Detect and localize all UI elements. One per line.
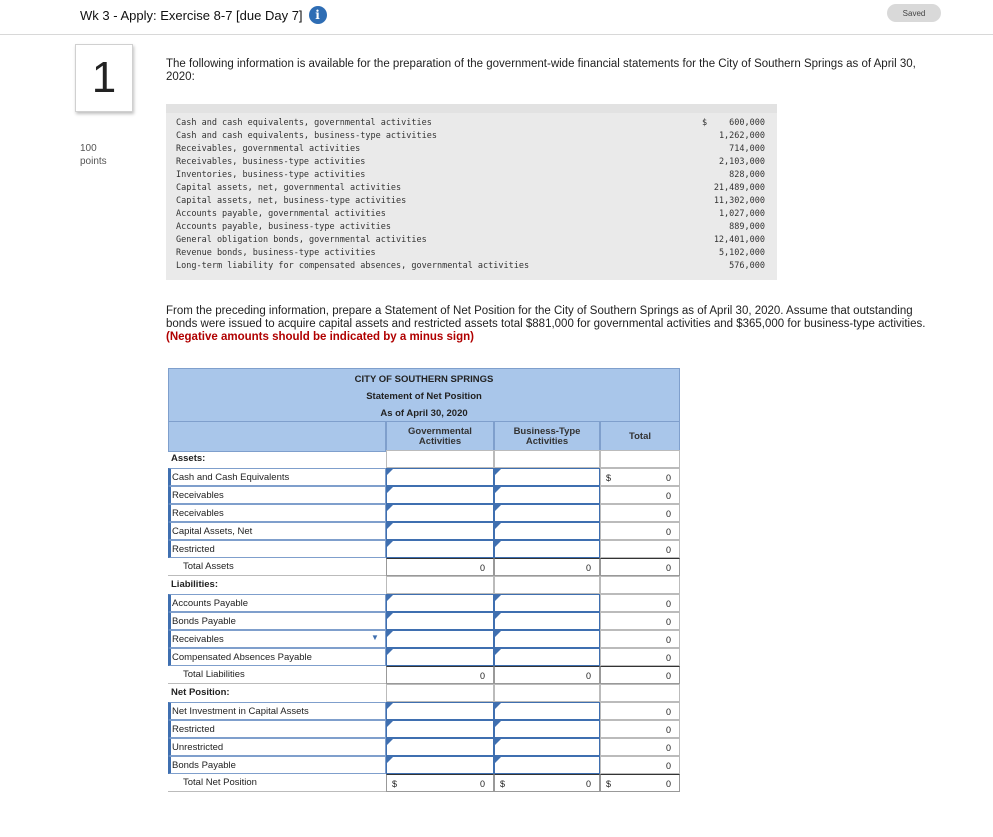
total-net-position-row	[168, 774, 680, 792]
total-assets-label: Total Assets	[168, 558, 386, 576]
line-item-select[interactable]: Restricted	[168, 720, 386, 738]
top-bar	[0, 0, 993, 35]
total-liabilities-bus-value: 0	[585, 671, 591, 681]
line-item-select[interactable]: Cash and Cash Equivalents	[168, 468, 386, 486]
line-item-select[interactable]: Capital Assets, Net	[168, 522, 386, 540]
total-amount-value: 0	[665, 473, 671, 483]
data-item-value: 21,489,000	[713, 183, 765, 193]
line-item-select[interactable]: Net Investment in Capital Assets	[168, 702, 386, 720]
blank-cell	[386, 684, 494, 702]
total-amount	[600, 738, 680, 756]
data-item-label: Revenue bonds, business-type activities	[176, 248, 376, 258]
statement-line-row	[168, 540, 680, 558]
business-type-amount-input[interactable]	[494, 720, 600, 738]
instructions-note: (Negative amounts should be indicated by a minus sign)	[166, 331, 474, 343]
total-liabilities-gov	[386, 666, 494, 684]
business-type-amount-input[interactable]	[494, 702, 600, 720]
statement-line-row	[168, 504, 680, 522]
governmental-amount-input[interactable]	[386, 630, 494, 648]
total-amount	[600, 504, 680, 522]
total-amount	[600, 720, 680, 738]
column-header-business-type: Business-Type Activities	[494, 421, 600, 452]
blank-cell	[494, 450, 600, 468]
total-liabilities-label: Total Liabilities	[168, 666, 386, 684]
total-amount	[600, 702, 680, 720]
net-position-heading: Net Position:	[171, 687, 230, 698]
statement-line-row	[168, 648, 680, 666]
business-type-amount-input[interactable]	[494, 522, 600, 540]
total-amount	[600, 486, 680, 504]
statement-line-row	[168, 702, 680, 720]
statement-line-row	[168, 738, 680, 756]
total-assets-row	[168, 558, 680, 576]
data-item-value: 714,000	[729, 144, 765, 154]
total-amount-value: 0	[665, 509, 671, 519]
total-liabilities-gov-value: 0	[479, 671, 485, 681]
total-liabilities-total-value: 0	[665, 671, 671, 681]
data-item-value: 576,000	[729, 261, 765, 271]
total-net-position-gov-value: 0	[479, 779, 485, 789]
net-position-heading-row	[168, 684, 680, 702]
business-type-amount-input[interactable]	[494, 738, 600, 756]
total-assets-gov-value: 0	[479, 563, 485, 573]
chevron-down-icon[interactable]: ▼	[371, 633, 379, 642]
column-header-total: Total	[600, 421, 680, 452]
blank-cell	[600, 576, 680, 594]
total-amount-value: 0	[665, 617, 671, 627]
total-amount	[600, 612, 680, 630]
statement-header	[168, 368, 680, 422]
total-liabilities-row	[168, 666, 680, 684]
total-assets-gov	[386, 558, 494, 576]
governmental-amount-input[interactable]	[386, 738, 494, 756]
governmental-amount-input[interactable]	[386, 594, 494, 612]
statement-line-row	[168, 594, 680, 612]
business-type-amount-input[interactable]	[494, 612, 600, 630]
total-amount	[600, 594, 680, 612]
governmental-amount-input[interactable]	[386, 504, 494, 522]
statement-entity: CITY OF SOUTHERN SPRINGS	[354, 374, 494, 385]
assets-heading: Assets:	[171, 453, 206, 464]
total-assets-bus-value: 0	[585, 563, 591, 573]
assignment-title-text: Wk 3 - Apply: Exercise 8-7 [due Day 7]	[80, 7, 303, 23]
data-item-label: Receivables, business-type activities	[176, 157, 366, 167]
statement-line-row	[168, 522, 680, 540]
business-type-amount-input[interactable]	[494, 756, 600, 774]
data-item-value: 11,302,000	[713, 196, 765, 206]
question-instructions	[166, 305, 936, 344]
assets-heading-row	[168, 450, 680, 468]
total-net-position-total	[600, 774, 680, 792]
total-amount	[600, 540, 680, 558]
question-number-box[interactable]: 1	[75, 44, 133, 112]
points-value: 100	[80, 143, 97, 154]
assignment-title	[80, 6, 327, 24]
total-liabilities-bus	[494, 666, 600, 684]
blank-cell	[386, 450, 494, 468]
blank-cell	[494, 576, 600, 594]
points-label: points	[80, 156, 107, 167]
total-net-position-gov	[386, 774, 494, 792]
line-item-select[interactable]: Bonds Payable	[168, 756, 386, 774]
data-item-label: Inventories, business-type activities	[176, 170, 366, 180]
line-item-select[interactable]: Restricted	[168, 540, 386, 558]
liabilities-heading: Liabilities:	[171, 579, 218, 590]
total-amount-value: 0	[665, 491, 671, 501]
total-assets-bus	[494, 558, 600, 576]
data-item-value: 5,102,000	[718, 248, 765, 258]
total-net-position-total-value: 0	[665, 779, 671, 789]
total-amount	[600, 468, 680, 486]
data-item-label: Capital assets, net, governmental activities	[176, 183, 402, 193]
points-indicator	[80, 142, 107, 168]
total-net-position-label: Total Net Position	[168, 774, 386, 792]
total-amount-value: 0	[665, 725, 671, 735]
line-item-select[interactable]: Accounts Payable	[168, 594, 386, 612]
total-amount	[600, 756, 680, 774]
total-amount-value: 0	[665, 635, 671, 645]
governmental-amount-input[interactable]	[386, 468, 494, 486]
business-type-amount-input[interactable]	[494, 594, 600, 612]
blank-cell	[386, 576, 494, 594]
total-amount-value: 0	[665, 707, 671, 717]
line-item-select[interactable]: Unrestricted	[168, 738, 386, 756]
currency-sign: $	[392, 779, 398, 789]
data-item-label: Accounts payable, business-type activities	[176, 222, 391, 232]
data-item-value: 1,262,000	[718, 131, 765, 141]
total-amount-value: 0	[665, 599, 671, 609]
data-item-value: 12,401,000	[713, 235, 765, 245]
saved-status-badge: Saved	[887, 4, 941, 22]
total-net-position-bus-value: 0	[585, 779, 591, 789]
business-type-amount-input[interactable]	[494, 648, 600, 666]
statement-line-row	[168, 468, 680, 486]
data-table	[166, 104, 777, 280]
governmental-amount-input[interactable]	[386, 702, 494, 720]
currency-sign: $	[500, 779, 506, 789]
data-table-top-band	[166, 104, 777, 113]
governmental-amount-input[interactable]	[386, 612, 494, 630]
statement-line-row	[168, 756, 680, 774]
governmental-amount-input[interactable]	[386, 522, 494, 540]
statement-name: Statement of Net Position	[366, 391, 482, 402]
total-assets-total-value: 0	[665, 563, 671, 573]
statement-line-row	[168, 612, 680, 630]
instructions-text: From the preceding information, prepare a Statement of Net Position for the City of Southern Springs as of April 30, 2020. Assume that outstanding bonds were issued to acquire capital assets and restricted assets total $881,000 for governmental activities and $365,000 for business-type activities.	[166, 305, 926, 330]
total-amount-value: 0	[665, 527, 671, 537]
blank-cell	[494, 684, 600, 702]
statement-line-row	[168, 486, 680, 504]
data-item-value: 2,103,000	[718, 157, 765, 167]
total-liabilities-total	[600, 666, 680, 684]
line-item-select[interactable]: Receivables	[168, 486, 386, 504]
governmental-amount-input[interactable]	[386, 756, 494, 774]
data-item-label: Accounts payable, governmental activities	[176, 209, 386, 219]
data-item-label: Cash and cash equivalents, governmental activities	[176, 118, 432, 128]
data-item-value: 828,000	[729, 170, 765, 180]
total-amount	[600, 630, 680, 648]
business-type-amount-input[interactable]	[494, 504, 600, 522]
liabilities-heading-row	[168, 576, 680, 594]
total-amount	[600, 522, 680, 540]
line-item-select[interactable]: Receivables	[168, 630, 386, 648]
total-net-position-bus	[494, 774, 600, 792]
statement-date: As of April 30, 2020	[380, 408, 468, 419]
data-item-label: Receivables, governmental activities	[176, 144, 361, 154]
governmental-amount-input[interactable]	[386, 486, 494, 504]
data-item-label: Long-term liability for compensated absences, governmental activities	[176, 261, 530, 271]
total-amount-value: 0	[665, 743, 671, 753]
total-amount-value: 0	[665, 545, 671, 555]
line-item-select[interactable]: Compensated Absences Payable	[168, 648, 386, 666]
column-header-governmental: Governmental Activities	[386, 421, 494, 452]
data-item-currency-sign: $	[702, 118, 708, 128]
info-icon[interactable]: i	[309, 6, 327, 24]
data-item-label: Cash and cash equivalents, business-type activities	[176, 131, 437, 141]
column-header-blank	[168, 421, 386, 452]
currency-sign: $	[606, 779, 612, 789]
governmental-amount-input[interactable]	[386, 648, 494, 666]
statement-line-row	[168, 630, 680, 648]
total-amount-value: 0	[665, 761, 671, 771]
business-type-amount-input[interactable]	[494, 486, 600, 504]
business-type-amount-input[interactable]	[494, 630, 600, 648]
data-item-label: General obligation bonds, governmental activities	[176, 235, 427, 245]
statement-line-row	[168, 720, 680, 738]
total-amount-value: 0	[665, 653, 671, 663]
business-type-amount-input[interactable]	[494, 540, 600, 558]
data-item-label: Capital assets, net, business-type activities	[176, 196, 407, 206]
line-item-select[interactable]: Receivables	[168, 504, 386, 522]
question-intro: The following information is available for the preparation of the government-wide financial statements for the City of Southern Springs as of April 30, 2020:	[166, 58, 916, 83]
governmental-amount-input[interactable]	[386, 720, 494, 738]
total-amount	[600, 648, 680, 666]
line-item-select[interactable]: Bonds Payable	[168, 612, 386, 630]
data-item-value: 1,027,000	[718, 209, 765, 219]
data-item-value: 600,000	[729, 118, 765, 128]
governmental-amount-input[interactable]	[386, 540, 494, 558]
blank-cell	[600, 450, 680, 468]
currency-sign: $	[606, 473, 612, 483]
total-assets-total	[600, 558, 680, 576]
business-type-amount-input[interactable]	[494, 468, 600, 486]
data-item-value: 889,000	[729, 222, 765, 232]
blank-cell	[600, 684, 680, 702]
